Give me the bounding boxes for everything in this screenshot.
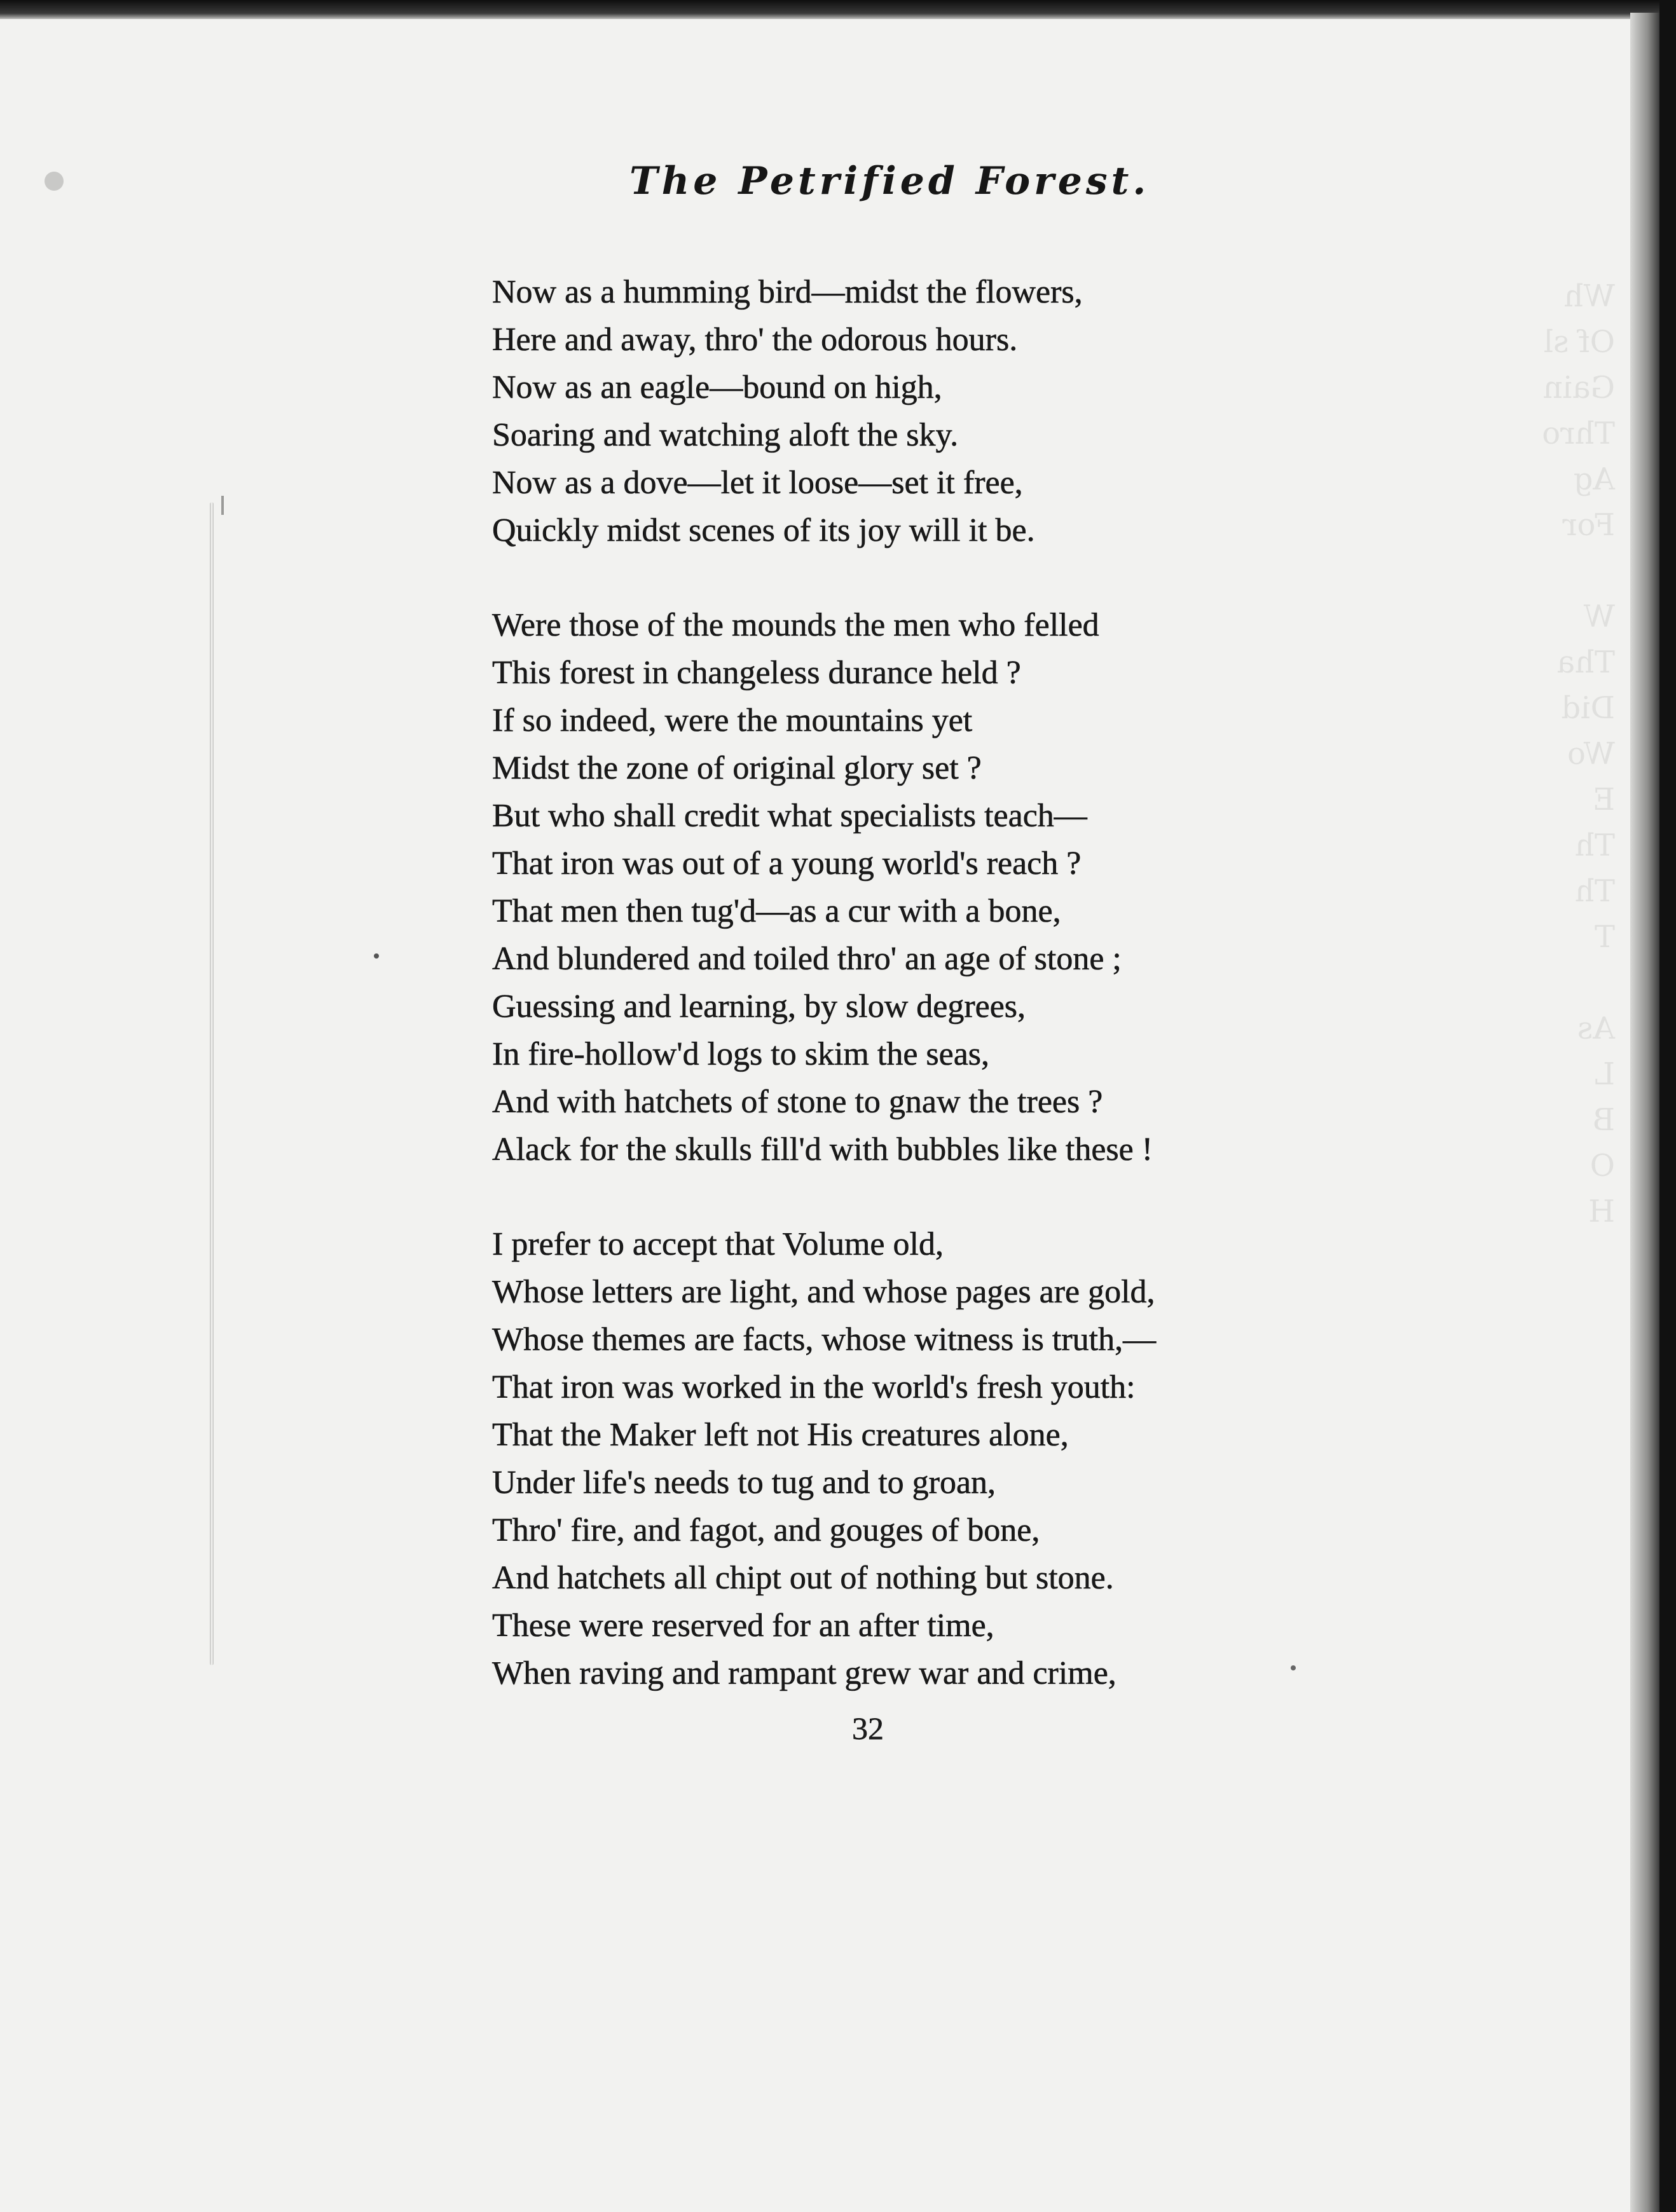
poem-line: Now as a humming bird—midst the flowers, xyxy=(492,274,1083,310)
poem-line: Quickly midst scenes of its joy will it be. xyxy=(492,512,1035,549)
paper-speck xyxy=(45,172,64,191)
poem-line: Guessing and learning, by slow degrees, xyxy=(492,988,1026,1025)
poem-line: Whose letters are light, and whose pages are gold, xyxy=(492,1274,1155,1310)
poem-line: But who shall credit what specialists teach— xyxy=(492,798,1087,834)
poem-line: And with hatchets of stone to gnaw the trees ? xyxy=(492,1084,1103,1120)
stanza xyxy=(492,1220,1344,1697)
poem-line: Were those of the mounds the men who felled xyxy=(492,607,1099,643)
running-title: The Petrified Forest. xyxy=(629,159,1150,203)
poem-line: And blundered and toiled thro' an age of stone ; xyxy=(492,941,1122,977)
fold-line xyxy=(210,502,214,1665)
poem-line: And hatchets all chipt out of nothing but stone. xyxy=(492,1560,1114,1596)
page-right-shadow xyxy=(1630,13,1659,2212)
poem-line: In fire-hollow'd logs to skim the seas, xyxy=(492,1036,990,1072)
poem-line: Thro' fire, and fagot, and gouges of bone, xyxy=(492,1512,1040,1548)
poem-line: Here and away, thro' the odorous hours. xyxy=(492,322,1018,358)
poem-line: These were reserved for an after time, xyxy=(492,1608,994,1644)
poem-line: Whose themes are facts, whose witness is truth,— xyxy=(492,1321,1157,1358)
paper-speck xyxy=(374,953,379,959)
poem-line: Soaring and watching aloft the sky. xyxy=(492,417,959,453)
poem-line: Under life's needs to tug and to groan, xyxy=(492,1464,996,1501)
poem-line: I prefer to accept that Volume old, xyxy=(492,1226,944,1262)
poem-line: That iron was worked in the world's fresh youth: xyxy=(492,1369,1136,1405)
page-number: 32 xyxy=(852,1710,884,1746)
poem-line: That men then tug'd—as a cur with a bone, xyxy=(492,893,1061,929)
stanza xyxy=(492,601,1344,1173)
poem-line: Midst the zone of original glory set ? xyxy=(492,750,982,786)
poem-line: That the Maker left not His creatures alone, xyxy=(492,1417,1069,1453)
poem-line: That iron was out of a young world's reach ? xyxy=(492,845,1082,882)
poem-text xyxy=(492,268,1344,1697)
show-through-text: Wh Of sl Gain Thro Ag For W Tha Did Wo E Th Th T As L B O H xyxy=(1542,278,1615,1229)
poem-line: This forest in changeless durance held ? xyxy=(492,655,1021,691)
fold-mark xyxy=(221,496,224,515)
poem-line: Now as an eagle—bound on high, xyxy=(492,369,942,406)
page-right-edge xyxy=(1659,0,1676,2212)
poem-line: Now as a dove—let it loose—set it free, xyxy=(492,465,1023,501)
page-top-edge xyxy=(0,0,1676,19)
poem-line: If so indeed, were the mountains yet xyxy=(492,702,973,739)
poem-line: When raving and rampant grew war and crime, xyxy=(492,1655,1116,1691)
poem-line: Alack for the skulls fill'd with bubbles like these ! xyxy=(492,1131,1153,1168)
stanza xyxy=(492,268,1344,554)
